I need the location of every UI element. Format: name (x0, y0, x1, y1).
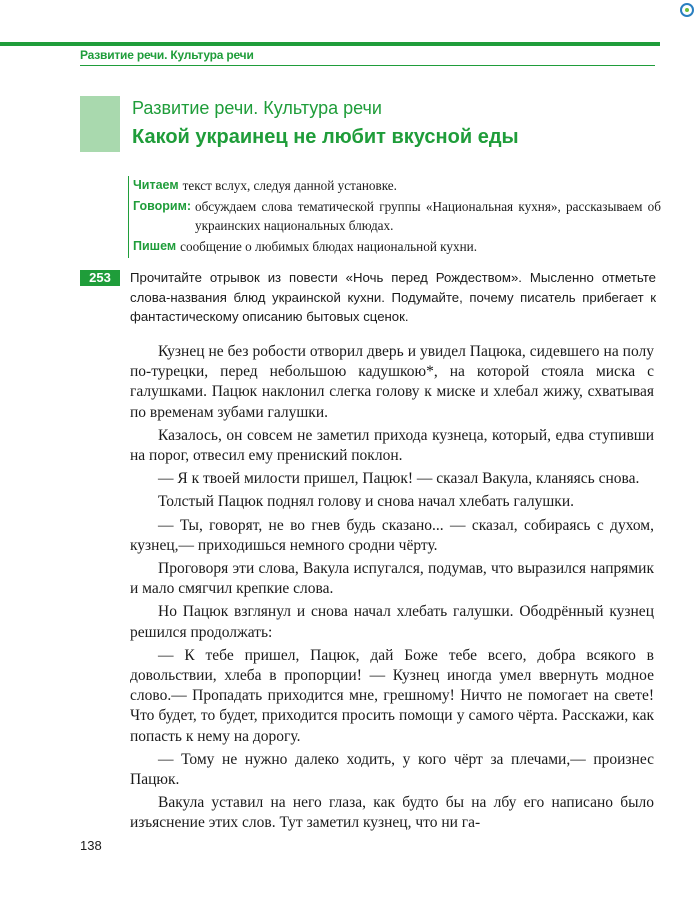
reading-paragraph: Проговоря эти слова, Вакула испугался, подумав, что выразился напрямик и мало смягчил крепкие слова. (130, 560, 654, 598)
running-title: Развитие речи. Культура речи (80, 48, 254, 62)
publisher-logo-icon (680, 3, 694, 17)
exercise-task: Прочитайте отрывок из повести «Ночь перед Рождеством». Мысленно отметьте слова-названия блюд украинской кухни. Подумайте, почему писатель прибегает к фантастическому описанию бытовых сценок. (130, 270, 656, 324)
reading-paragraph: Казалось, он совсем не заметил прихода кузнеца, который, едва ступивши на порог, отвесил ему прениский поклон. (130, 426, 654, 465)
exercise-number-badge: 253 (80, 270, 120, 286)
instruction-text: сообщение о любимых блюдах национальной кухни. (180, 239, 477, 254)
reading-paragraph: — Тому не нужно далеко ходить, у кого чёрт за плечами,— произнес Пацюк. (130, 750, 654, 789)
header-strip (0, 42, 660, 46)
instruction-text: обсуждаем слова тематической группы «Национальная кухня», рассказываем об украинских национальных блюдах. (194, 199, 661, 233)
instructions-box (128, 176, 661, 258)
reading-passage (130, 342, 654, 837)
header-divider (80, 65, 655, 66)
reading-paragraph: Толстый Пацюк поднял голову и снова начал хлебать галушки. (158, 493, 574, 511)
exercise-253 (80, 268, 656, 327)
reading-paragraph: — Я к твоей милости пришел, Пацюк! — сказал Вакула, кланяясь снова. (158, 470, 640, 488)
instruction-speak (133, 197, 661, 235)
instruction-key: Говорим: (133, 199, 191, 213)
lesson-title: Какой украинец не любит вкусной еды (132, 126, 519, 148)
instruction-text: текст вслух, следуя данной установке. (182, 178, 397, 193)
reading-paragraph: — К тебе пришел, Пацюк, дай Боже тебе всего, добра всякого в довольствии, хлеба в пропорции! — Кузнец иногда умел ввернуть модное слово.— Пропадать приходится мне, грешному! Ничто не помогает на свете! Что будет, то будет, приходится просить помощи у самого чёрта. Расскажи, как попасть к нему на дорогу. (130, 646, 654, 745)
instruction-write (133, 237, 661, 256)
page-number: 138 (80, 838, 102, 853)
instruction-key: Читаем (133, 178, 179, 192)
instruction-read (133, 176, 661, 195)
reading-paragraph: Но Пацюк взглянул и снова начал хлебать галушки. Ободрённый кузнец решился продолжать: (130, 603, 654, 641)
instruction-key: Пишем (133, 239, 177, 253)
reading-paragraph: Кузнец не без робости отворил дверь и увидел Пацюка, сидевшего на полу по-турецки, перед небольшою кадушкою*, на которой стояла миска с галушками. Пацюк наклонил слегка голову к миске и хлебал жижу, схватывая по временам зубами галушки. (130, 343, 654, 421)
title-accent-block (80, 96, 120, 152)
reading-paragraph: — Ты, говорят, не во гнев будь сказано... — сказал, собираясь с духом, кузнец,— приходишься немного сродни чёрту. (130, 516, 654, 554)
reading-paragraph: Вакула уставил на него глаза, как будто бы на лбу его написано было изъяснение этих слов. Тут заметил кузнец, что ни га- (130, 794, 654, 832)
section-title: Развитие речи. Культура речи (132, 98, 382, 118)
